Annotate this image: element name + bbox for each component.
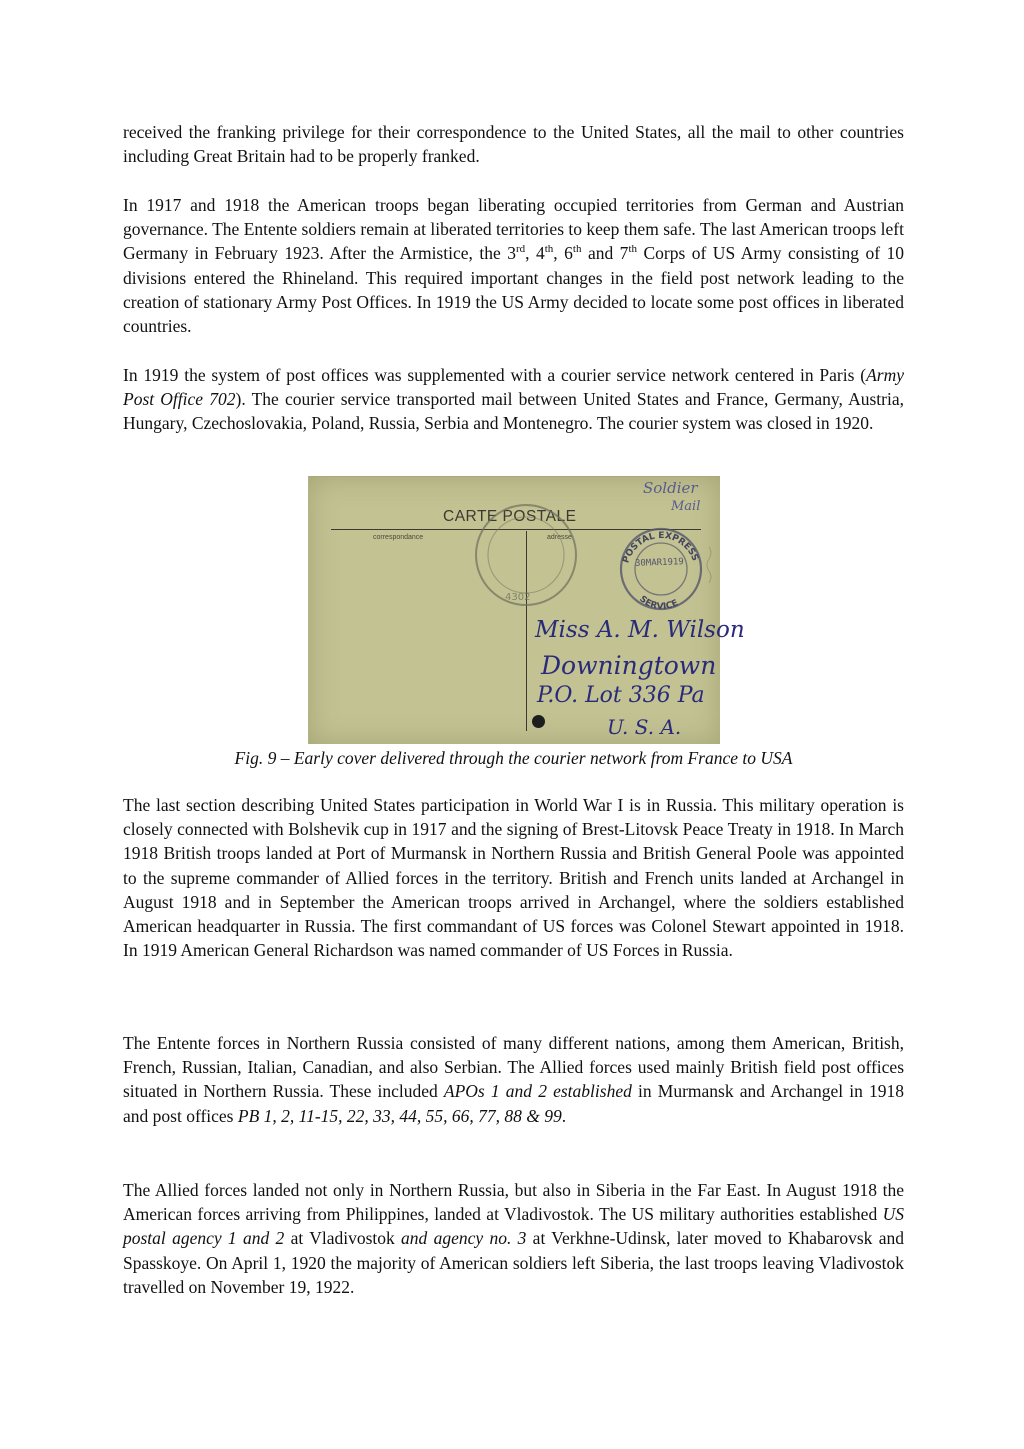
postcard-hole-mark bbox=[532, 715, 545, 728]
paragraph-text: The Entente forces in Northern Russia consisted of many different nations, among them American, British, French, Russian, Italian, Canadian, and also Serbian. The Allied forces used mainly British field post offices situated in Northern Russia. These included bbox=[123, 1033, 904, 1102]
ordinal-suffix: rd bbox=[515, 242, 526, 255]
stamp-text-bottom: SERVICE bbox=[637, 594, 680, 613]
paragraph-liberation bbox=[123, 193, 904, 338]
italic-text: APOs 1 and 2 established bbox=[443, 1081, 632, 1102]
paragraph-text: . bbox=[561, 1105, 567, 1126]
paragraph-siberia bbox=[123, 1178, 904, 1299]
paragraph-text: In 1919 the system of post offices was supplemented with a courier service network centered in Paris ( bbox=[123, 365, 867, 385]
italic-text: US postal agency 1 and 2 bbox=[123, 1204, 904, 1249]
paragraph-text: , 4 bbox=[525, 243, 545, 264]
italic-text: PB 1, 2, 11-15, 22, 33, 44, 55, 66, 77, 88 & 99 bbox=[237, 1105, 562, 1126]
stamp-date: 30MAR1919 bbox=[634, 557, 684, 569]
paragraph-text: Corps of US Army consisting of 10 divisions entered the Rhineland. This required important changes in the field post network leading to the creation of stationary Army Post Offices. In 1919 the US Army decided to locate some post offices in liberated countries. bbox=[123, 243, 904, 337]
postcard-image bbox=[308, 476, 745, 744]
figure-caption: Fig. 9 – Early cover delivered through the courier network from France to USA bbox=[234, 748, 793, 768]
handwritten-note: Soldier bbox=[643, 479, 698, 497]
address-line: Miss A. M. Wilson bbox=[535, 617, 745, 643]
ordinal-suffix: th bbox=[628, 242, 637, 255]
cancel-number: 4302 bbox=[505, 592, 531, 603]
paragraph-entente bbox=[123, 1031, 904, 1128]
paragraph-russia bbox=[123, 793, 904, 962]
paragraph-text: , 6 bbox=[553, 243, 573, 264]
paragraph-text: ). The courier service transported mail between United States and France, Germany, Austria, Hungary, Czechoslovakia, Poland, Russia, Serbia and Montenegro. The courier system was closed in 1920. bbox=[123, 389, 905, 434]
paragraph-text: The last section describing United States participation in World War I is in Russia. This military operation is closely connected with Bolshevik cup in 1917 and the signing of Brest-Litovsk Peace Treaty in 1918. In March 1918 British troops landed at Port of Murmansk in Northern Russia and British General Poole was appointed to the supreme commander of Allied forces in the territory. British and French units landed at Archangel in August 1918 and in September the American troops arrived in Archangel, where the soldiers established American headquarter in Russia. The first commandant of US forces was Colonel Stewart appointed in 1918. In 1919 American General Richardson was named commander of US Forces in Russia. bbox=[123, 795, 904, 961]
paragraph-text: at Verkhne-Udinsk, later moved to Khabarovsk and Spasskoye. On April 1, 1920 the majority of American soldiers left Siberia, the last troops leaving Vladivostok travelled on November 19, 1922. bbox=[123, 1228, 904, 1297]
paragraph-courier bbox=[123, 363, 904, 436]
postcard-label-correspondence: correspondance bbox=[373, 534, 424, 541]
ordinal-suffix: th bbox=[572, 242, 582, 255]
handwritten-note: Mail bbox=[671, 499, 701, 514]
paragraph-text: and 7 bbox=[581, 243, 629, 264]
address-line: Downingtown bbox=[541, 651, 717, 680]
address-line: U. S. A. bbox=[607, 715, 682, 739]
stamp-text-top: POSTAL EXPRESS bbox=[621, 530, 700, 565]
ordinal-suffix: th bbox=[544, 242, 554, 255]
italic-text: and agency no. 3 bbox=[401, 1228, 527, 1249]
postcard-figure bbox=[308, 476, 745, 743]
paragraph-franking bbox=[123, 120, 904, 168]
paragraph-text: The Allied forces landed not only in Northern Russia, but also in Siberia in the Far East. In August 1918 the American forces arriving from Philippines, landed at Vladivostok. The US military authorities established bbox=[123, 1180, 904, 1225]
address-line: P.O. Lot 336 Pa bbox=[537, 683, 705, 708]
paragraph-text: at Vladivostok bbox=[284, 1228, 402, 1249]
postcard-title: CARTE POSTALE bbox=[443, 508, 577, 525]
paragraph-text: received the franking privilege for their correspondence to the United States, all the mail to other countries including Great Britain had to be properly franked. bbox=[123, 122, 904, 167]
paragraph-text: in Murmansk and Archangel in 1918 and post offices bbox=[123, 1081, 904, 1126]
paragraph-text: In 1917 and 1918 the American troops began liberating occupied territories from German and Austrian governance. The Entente soldiers remain at liberated territories to keep them safe. The last American troops left Germany in February 1923. After the Armistice, the 3 bbox=[123, 195, 904, 264]
italic-text: Army Post Office 702 bbox=[123, 365, 904, 410]
postcard-label-address: adresse bbox=[547, 534, 572, 541]
